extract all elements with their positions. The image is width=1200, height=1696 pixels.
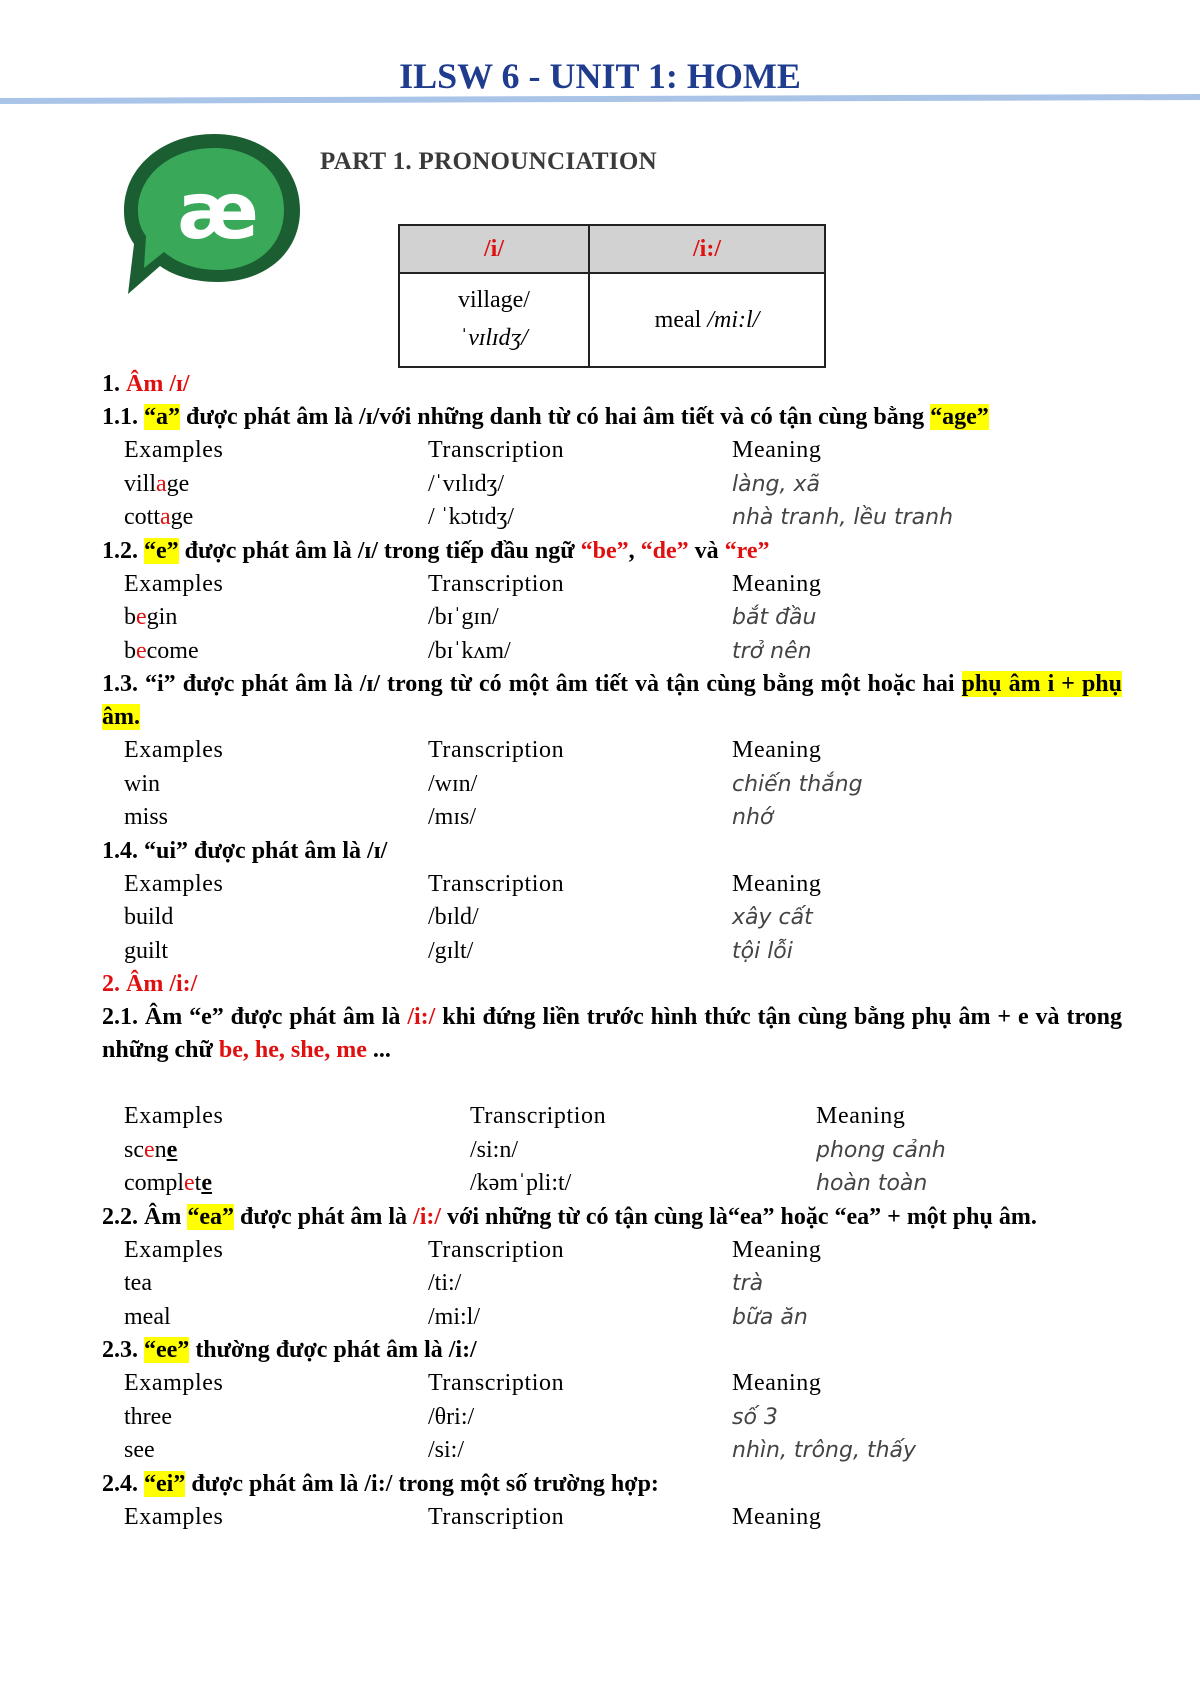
table-row: guilt /gɪlt/ tội lỗi [124,937,793,964]
table-word-meal: meal [654,306,702,333]
table-row: build /bɪld/ xây cất [124,904,813,930]
ipa-comparison-table [398,224,826,368]
table-header-row: Examples Transcription Meaning [124,1370,822,1396]
table-header-short-i: /i/ [399,225,589,273]
section-2-1-heading: 2.1. Âm “e” được phát âm là /i:/ khi đứng liền trước hình thức tận cùng bằng phụ âm + e và trong những chữ be, he, she, me ... [102,1004,1123,1063]
section-1-heading: 1. Âm /ɪ/ [102,371,190,397]
section-2-4-heading: 2.4. “ei” được phát âm là /i:/ trong một số trường hợp: [102,1470,659,1497]
table-cell-village [399,273,589,367]
table-header-long-i: /i:/ [589,225,825,273]
table-cell-meal [589,273,825,367]
table-row: see /si:/ nhìn, trông, thấy [124,1437,917,1463]
section-1-1-heading: 1.1. “a” được phát âm là /ɪ/với những danh từ có hai âm tiết và có tận cùng bằng “age” [102,404,989,430]
part-title: PART 1. PRONOUNCIATION [320,148,657,175]
table-row: become /bɪˈkʌm/ trở nên [124,637,812,664]
table-header-row: Examples Transcription Meaning [124,870,822,897]
table-word-village: village/ [458,287,530,313]
section-2-3-heading: 2.3. “ee” thường được phát âm là /i:/ [102,1337,477,1363]
lesson-content [102,368,1122,1534]
section-1-3-heading: 1.3. “i” được phát âm là /ɪ/ trong từ có một âm tiết và tận cùng bằng một hoặc hai phụ âm i + phụ âm. [102,671,1122,730]
table-row: complete /kəmˈpli:t/ hoàn toàn [124,1170,928,1196]
table-header-row: Examples Transcription Meaning [124,737,822,763]
table-row: three /θri:/ số 3 [124,1403,778,1430]
section-2-heading: 2. Âm /i:/ [102,971,198,997]
table-row: scene /si:n/ phong cảnh [124,1136,946,1163]
table-header-row: Examples Transcription Meaning [124,570,822,597]
table-row: begin /bɪˈgɪn/ bắt đầu [124,604,817,630]
table-header-row: Examples Transcription Meaning [124,437,822,463]
table-ipa-meal: /mi:l/ [707,306,760,333]
phonetics-logo-icon [118,126,310,298]
table-row: win /wɪn/ chiến thắng [124,770,863,797]
table-row: miss /mɪs/ nhớ [124,804,774,830]
table-ipa-village: ˈvɪlɪdʒ/ [460,325,528,351]
title-underline [0,94,1200,106]
section-2-2-heading: 2.2. Âm “ea” được phát âm là /i:/ với những từ có tận cùng là“ea” hoặc “ea” + một phụ âm. [102,1203,1037,1230]
table-header-row: Examples Transcription Meaning [124,1103,906,1129]
page-title: ILSW 6 - UNIT 1: HOME [399,56,801,96]
logo-glyph: æ [177,167,259,257]
section-1-2-heading: 1.2. “e” được phát âm là /ɪ/ trong tiếp đầu ngữ “be”, “de” và “re” [102,537,770,564]
section-1-4-heading: 1.4. “ui” được phát âm là /ɪ/ [102,837,388,864]
table-header-row: Examples Transcription Meaning [124,1236,822,1263]
table-header-row: Examples Transcription Meaning [124,1503,822,1530]
table-row: meal /mi:l/ bữa ăn [124,1303,808,1330]
table-row: village /ˈvɪlɪdʒ/ làng, xã [124,470,820,497]
table-row: tea /ti:/ trà [124,1270,764,1296]
table-row: cottage / ˈkɔtɪdʒ/ nhà tranh, lều tranh [124,504,954,530]
